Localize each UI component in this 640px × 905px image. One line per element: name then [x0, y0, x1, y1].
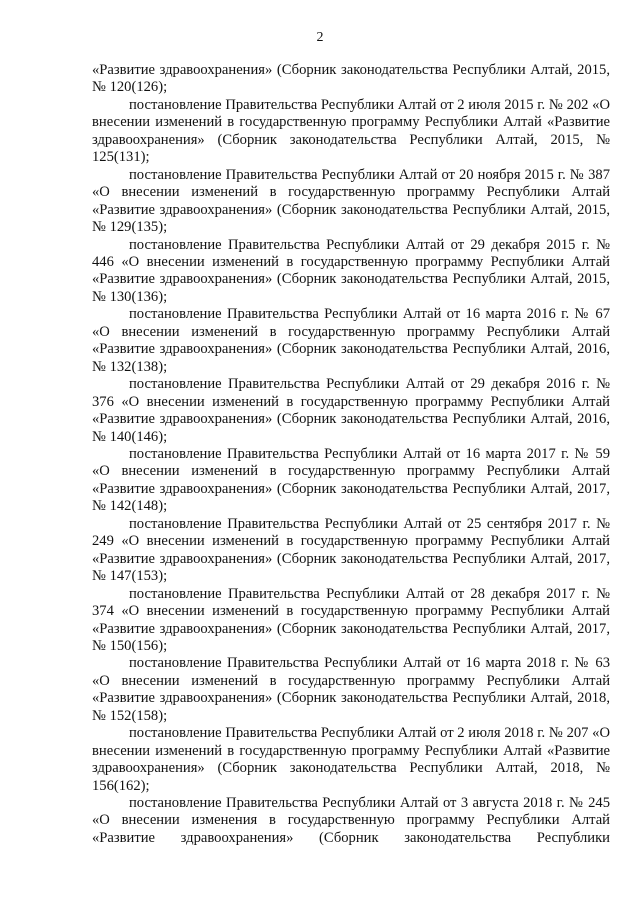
paragraph-continuation: «Развитие здравоохранения» (Сборник законодательства Республики Алтай, 2015, № 120(126);	[92, 62, 610, 96]
paragraph-resolution-67-2016: постановление Правительства Республики Алтай от 16 марта 2016 г. № 67 «О внесении изменений в государственную программу Республики Алтай «Развитие здравоохранения» (Сборник законодательства Республики Алтай, 2016, № 132(138);	[92, 306, 610, 375]
paragraph-resolution-63-2018: постановление Правительства Республики Алтай от 16 марта 2018 г. № 63 «О внесении изменений в государственную программу Республики Алтай «Развитие здравоохранения» (Сборник законодательства Республики Алтай, 2018, № 152(158);	[92, 655, 610, 724]
paragraph-resolution-207-2018: постановление Правительства Республики Алтай от 2 июля 2018 г. № 207 «О внесении изменений в государственную программу Республики Алтай «Развитие здравоохранения» (Сборник законодательства Республики Алтай, 2018, № 156(162);	[92, 725, 610, 794]
paragraph-resolution-387-2015: постановление Правительства Республики Алтай от 20 ноября 2015 г. № 387 «О внесении изменений в государственную программу Республики Алтай «Развитие здравоохранения» (Сборник законодательства Республики Алтай, 2015, № 129(135);	[92, 166, 610, 236]
document-body	[92, 62, 610, 847]
paragraph-resolution-245-2018: постановление Правительства Республики Алтай от 3 августа 2018 г. № 245 «О внесении изменения в государственную программу Республики Алтай «Развитие здравоохранения» (Сборник законодательства Республики	[92, 795, 610, 846]
paragraph-resolution-59-2017: постановление Правительства Республики Алтай от 16 марта 2017 г. № 59 «О внесении изменений в государственную программу Республики Алтай «Развитие здравоохранения» (Сборник законодательства Республики Алтай, 2017, № 142(148);	[92, 445, 610, 515]
paragraph-resolution-249-2017: постановление Правительства Республики Алтай от 25 сентября 2017 г. № 249 «О внесении изменений в государственную программу Республики Алтай «Развитие здравоохранения» (Сборник законодательства Республики Алтай, 2017, № 147(153);	[92, 515, 610, 585]
page-number: 2	[316, 30, 324, 45]
paragraph-resolution-376-2016: постановление Правительства Республики Алтай от 29 декабря 2016 г. № 376 «О внесении изменений в государственную программу Республики Алтай «Развитие здравоохранения» (Сборник законодательства Республики Алтай, 2016, № 140(146);	[92, 376, 610, 445]
paragraph-resolution-202-2015: постановление Правительства Республики Алтай от 2 июля 2015 г. № 202 «О внесении изменений в государственную программу Республики Алтай «Развитие здравоохранения» (Сборник законодательства Республики Алтай, 2015, № 125(131);	[92, 96, 610, 166]
paragraph-resolution-374-2017: постановление Правительства Республики Алтай от 28 декабря 2017 г. № 374 «О внесении изменений в государственную программу Республики Алтай «Развитие здравоохранения» (Сборник законодательства Республики Алтай, 2017, № 150(156);	[92, 585, 610, 654]
paragraph-resolution-446-2015: постановление Правительства Республики Алтай от 29 декабря 2015 г. № 446 «О внесении изменений в государственную программу Республики Алтай «Развитие здравоохранения» (Сборник законодательства Республики Алтай, 2015, № 130(136);	[92, 236, 610, 305]
